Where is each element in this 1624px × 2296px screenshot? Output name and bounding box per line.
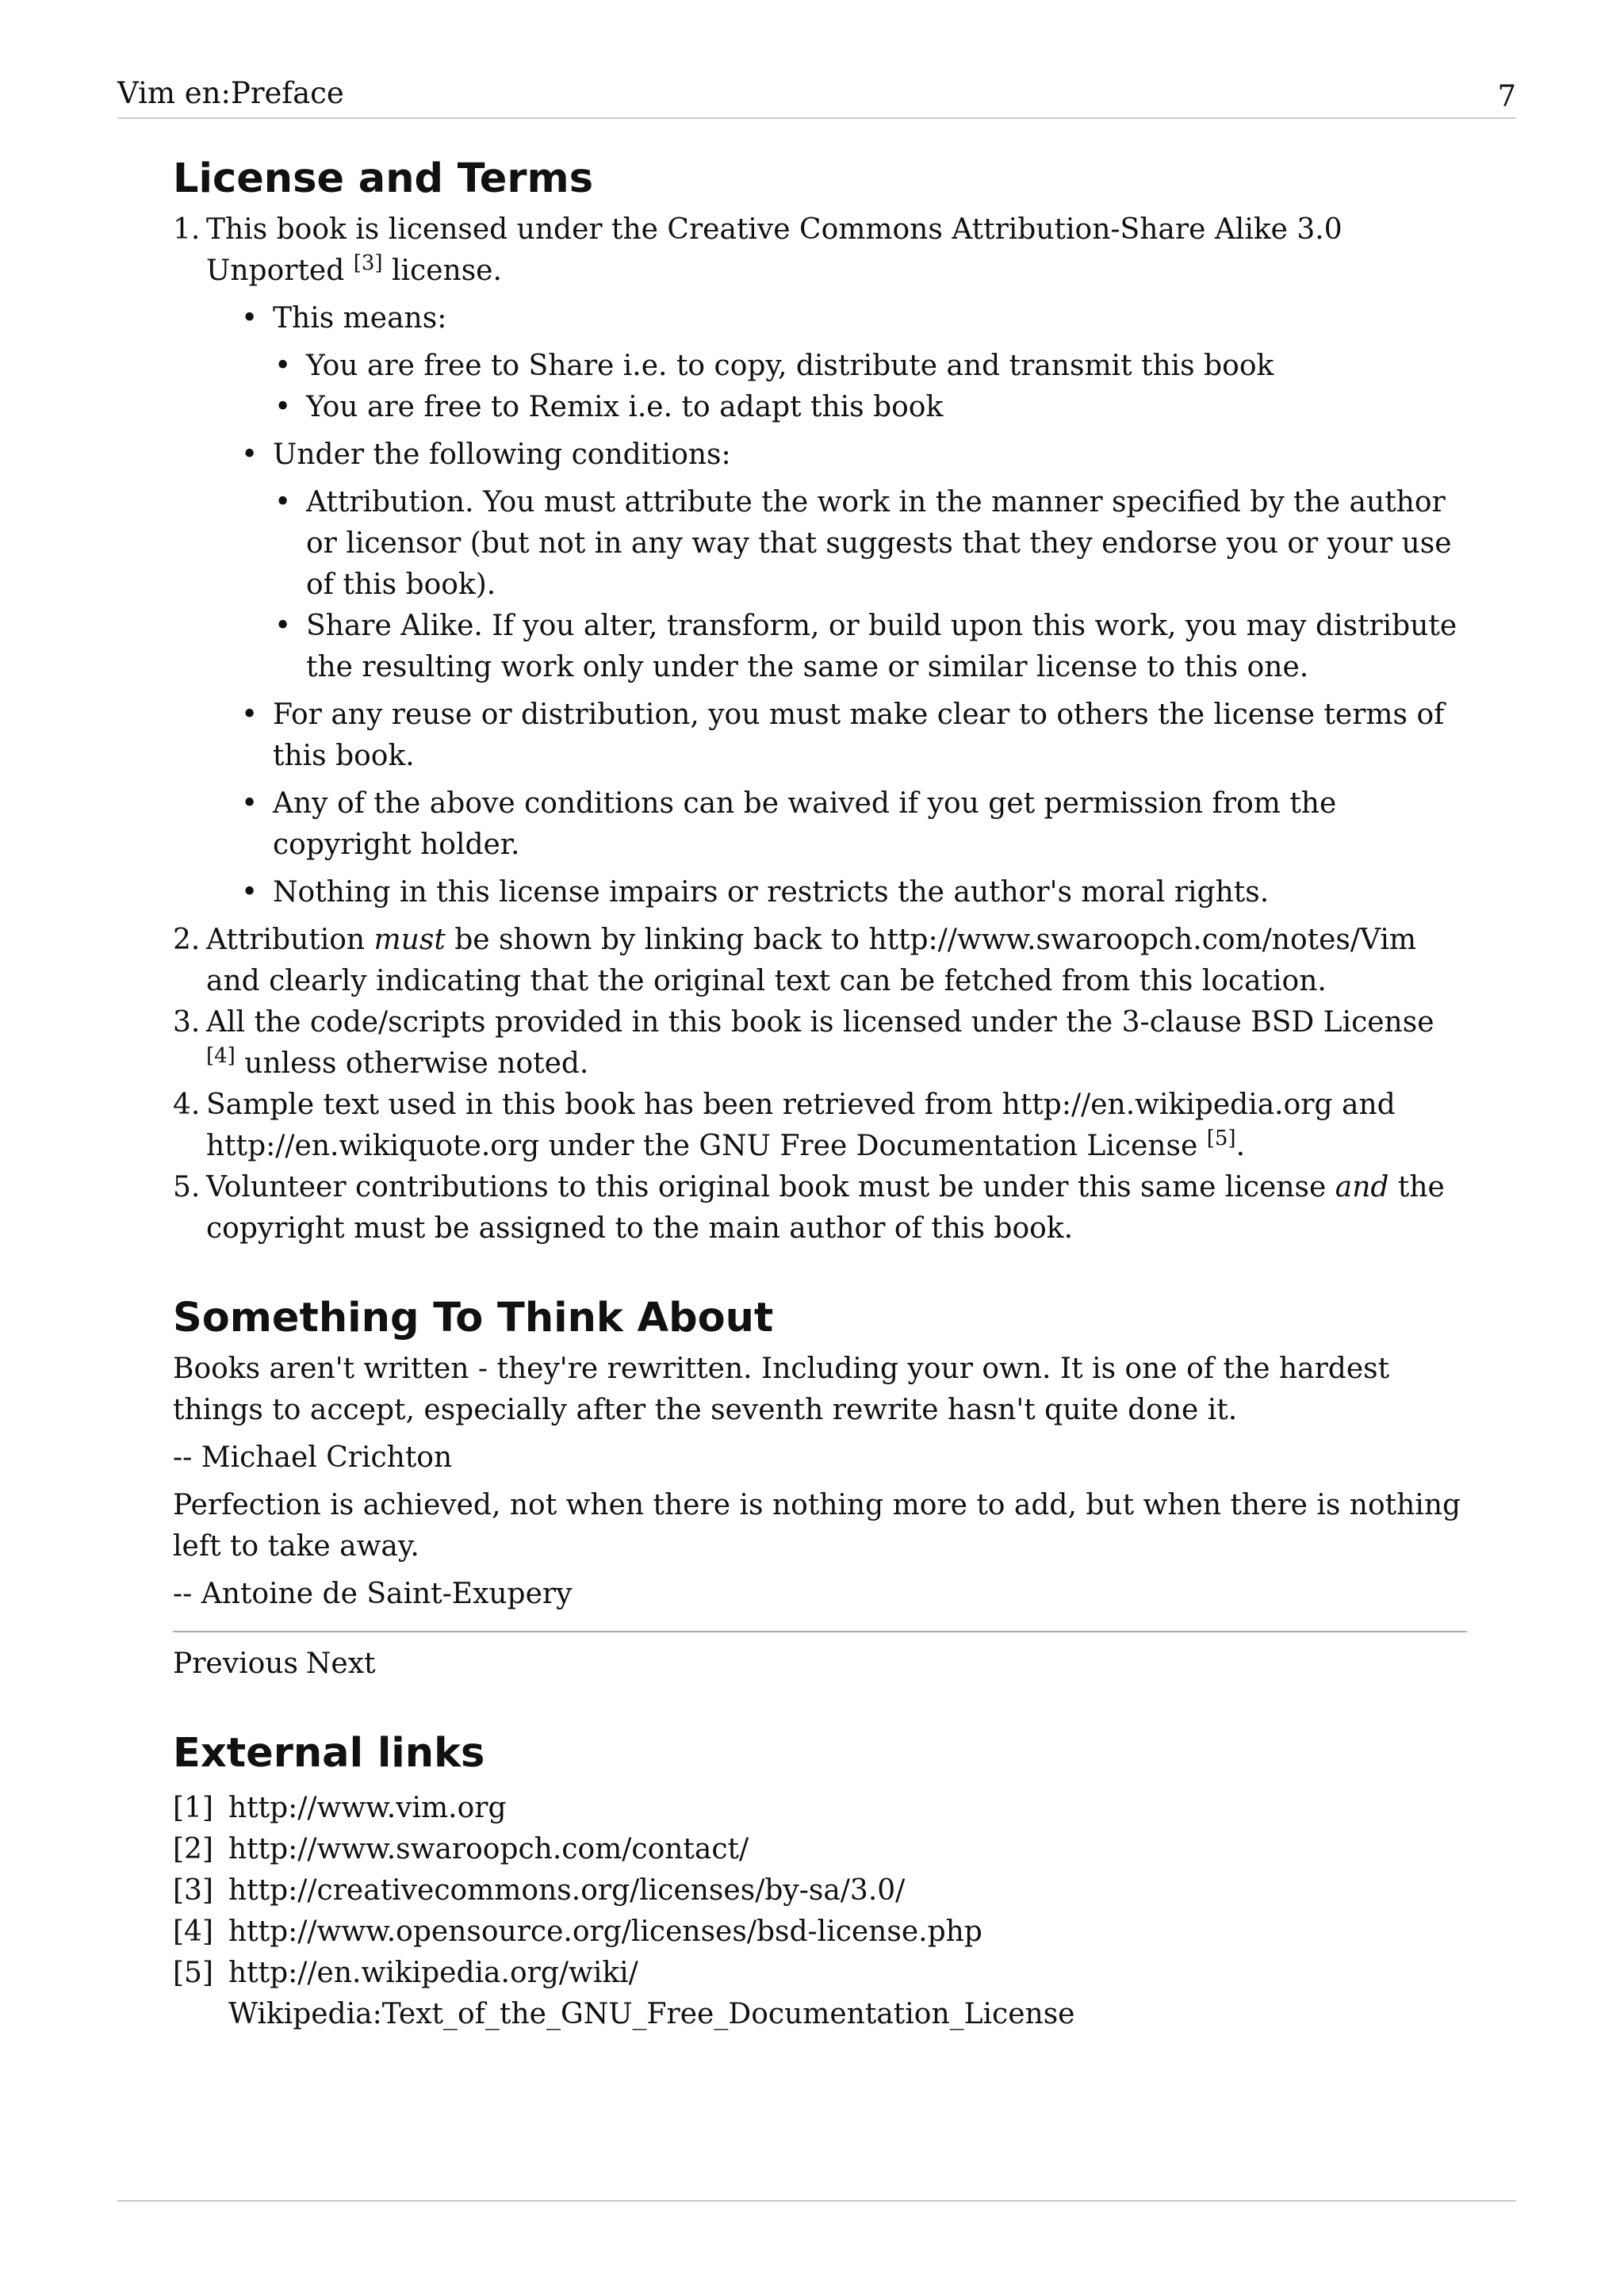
license-bullets <box>206 298 1465 913</box>
think-heading: Something To Think About <box>173 1295 774 1342</box>
external-links-section <box>173 1729 1465 2034</box>
bullet-icon: • <box>241 698 259 732</box>
bullet-icon: • <box>274 610 292 643</box>
page-number: 7 <box>1497 79 1516 113</box>
page-nav <box>173 1644 1465 1685</box>
license-item-5: 5. Volunteer contributions to this original book must be under this same license and the copyright must be assigned to the main author of this book. <box>173 1171 1445 1246</box>
license-list <box>173 209 1465 1249</box>
license-item-1: 1. This book is licensed under the Creative Commons Attribution-Share Alike 3.0 Unported [3] license. • This means: • You are free to Share i.e. to copy, distribute and transmit this book • You are free to Remix i.e. to adapt this book • Under the following conditions: • Attribution. You must attribute the work in the manner specified by the author or licensor (but not in any way that suggests that they endorse you or your use of this book). • Share Alike. If you alter, transform, or build upon this work, you may distribute the resulting work only under the same or similar license to this one. • For any reuse or distribution, you must make clear to others the license terms of this book. • Any of the above conditions can be waived if you get permission from the copyright holder. • Nothing in this license impairs or restricts the author's moral rights. <box>173 209 1465 913</box>
quote-author: -- Michael Crichton <box>173 1441 453 1475</box>
list-item: [1] http://www.vim.org <box>173 1791 507 1824</box>
bullet-icon: • <box>241 787 259 821</box>
list-item: [2] http://www.swaroopch.com/contact/ <box>173 1832 749 1866</box>
license-item-2: 2. Attribution must be shown by linking back to http://www.swaroopch.com/notes/Vim and clearly indicating that the original text can be fetched from this location. <box>173 924 1417 998</box>
footnote-ref-5[interactable]: [5] <box>1206 1127 1236 1151</box>
external-links-list <box>173 1788 1465 2035</box>
list-item: • Under the following conditions: • Attribution. You must attribute the work in the manner specified by the author or licensor (but not in any way that suggests that they endorse you or your use of this book). • Share Alike. If you alter, transform, or build upon this work, you may distribute the resulting work only under the same or similar license to this one. <box>239 434 1465 688</box>
footer-divider <box>117 2200 1516 2202</box>
divider <box>173 1631 1467 1632</box>
list-item: • Nothing in this license impairs or restricts the author's moral rights. <box>239 872 1465 913</box>
think-section <box>173 1294 1465 1615</box>
previous-link[interactable]: Previous <box>173 1647 298 1681</box>
running-title: Vim en:Preface <box>117 76 344 110</box>
external-link[interactable]: http://www.swaroopch.com/contact/ <box>228 1832 749 1866</box>
external-link[interactable]: http://creativecommons.org/licenses/by-sa/3.0/ <box>228 1873 906 1907</box>
quote-author: -- Antoine de Saint-Exupery <box>173 1578 573 1611</box>
list-item: • Attribution. You must attribute the work in the manner specified by the author or licensor (but not in any way that suggests that they endorse you or your use of this book). <box>273 482 1465 606</box>
license-item-3: 3. All the code/scripts provided in this book is licensed under the 3-clause BSD License [4] unless otherwise noted. <box>173 1006 1434 1081</box>
list-item: • Share Alike. If you alter, transform, or build upon this work, you may distribute the resulting work only under the same or similar license to this one. <box>273 606 1465 688</box>
external-link[interactable]: http://www.vim.org <box>228 1791 507 1824</box>
quote-text: Books aren't written - they're rewritten. Including your own. It is one of the hardest things to accept, especially after the seventh rewrite hasn't quite done it. <box>173 1353 1390 1427</box>
list-item: • You are free to Share i.e. to copy, distribute and transmit this book <box>273 346 1465 387</box>
external-link[interactable]: http://www.opensource.org/licenses/bsd-license.php <box>228 1915 982 1948</box>
page-header <box>117 73 1516 119</box>
license-heading: License and Terms <box>173 155 594 202</box>
license-item-4: 4. Sample text used in this book has been retrieved from http://en.wikipedia.org and http://en.wikiquote.org under the GNU Free Documentation License [5]. <box>173 1089 1396 1163</box>
list-item: • Any of the above conditions can be waived if you get permission from the copyright holder. <box>239 783 1465 866</box>
next-link[interactable]: Next <box>305 1647 376 1681</box>
bullet-icon: • <box>274 486 292 519</box>
external-link[interactable]: http://en.wikipedia.org/wiki/ Wikipedia:Text_of_the_GNU_Free_Documentation_License <box>228 1956 1075 2030</box>
page-content <box>173 155 1465 2035</box>
bullet-icon: • <box>274 391 292 424</box>
list-item: • For any reuse or distribution, you must make clear to others the license terms of this book. <box>239 695 1465 777</box>
footnote-ref-3[interactable]: [3] <box>353 251 383 276</box>
list-item: [3] http://creativecommons.org/licenses/by-sa/3.0/ <box>173 1873 906 1907</box>
license-section <box>173 155 1465 1249</box>
bullet-icon: • <box>241 302 259 335</box>
quote-text: Perfection is achieved, not when there is nothing more to add, but when there is nothing left to take away. <box>173 1489 1461 1563</box>
footnote-ref-4[interactable]: [4] <box>206 1044 236 1069</box>
bullet-icon: • <box>274 350 292 383</box>
bullet-icon: • <box>241 438 259 472</box>
bullet-icon: • <box>241 876 259 909</box>
external-links-heading: External links <box>173 1730 485 1777</box>
list-item: [4] http://www.opensource.org/licenses/bsd-license.php <box>173 1915 982 1948</box>
list-item: • You are free to Remix i.e. to adapt this book <box>273 387 1465 428</box>
list-item: • This means: • You are free to Share i.e. to copy, distribute and transmit this book • You are free to Remix i.e. to adapt this book <box>239 298 1465 428</box>
list-item: [5] http://en.wikipedia.org/wiki/ Wikipedia:Text_of_the_GNU_Free_Documentation_License <box>173 1956 1075 2030</box>
